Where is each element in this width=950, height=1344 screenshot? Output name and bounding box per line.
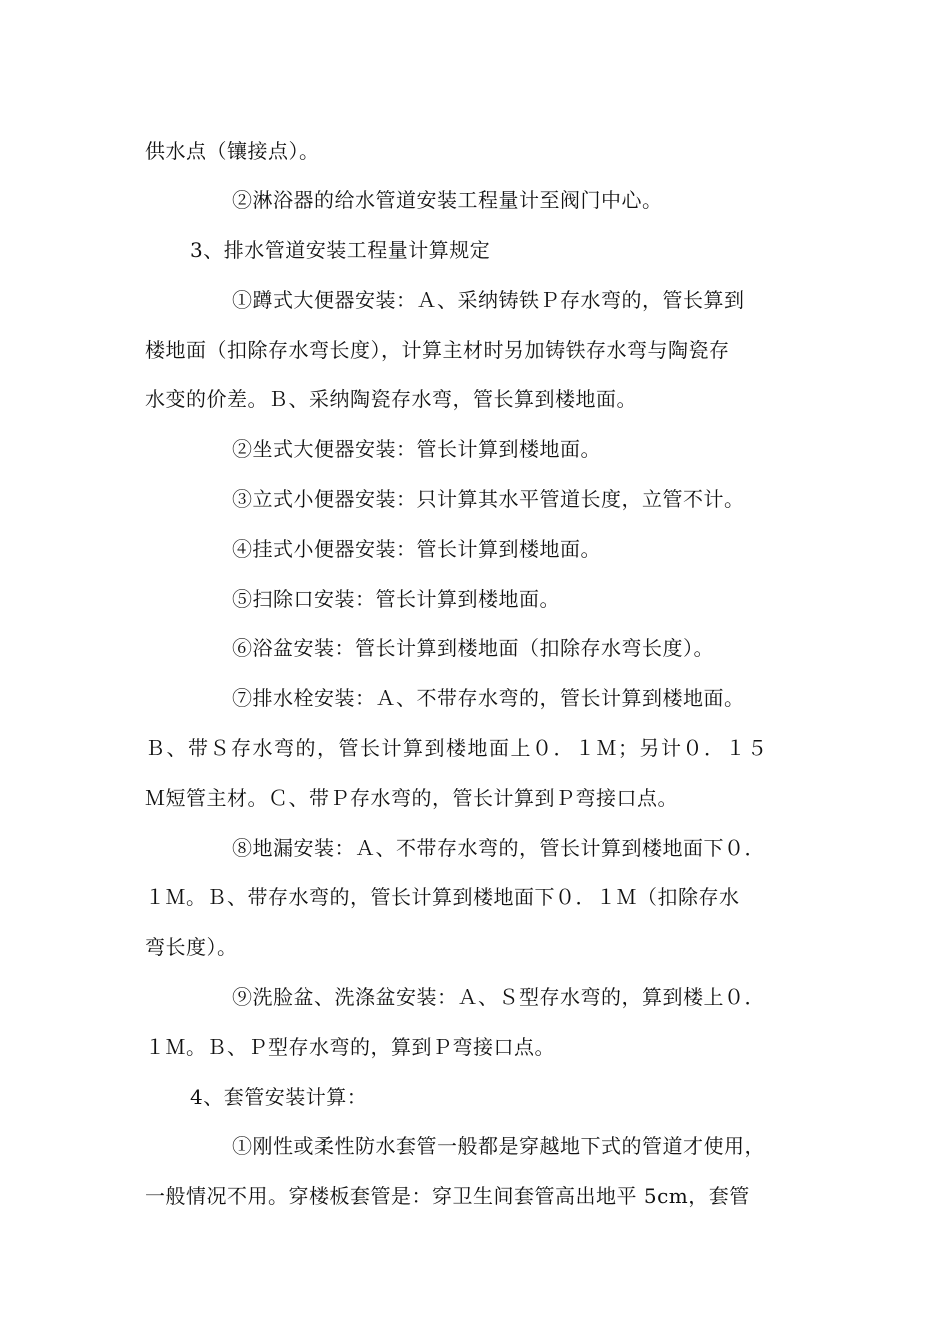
text-line: ①刚性或柔性防水套管一般都是穿越地下式的管道才使用， — [232, 1134, 765, 1158]
text-line: Ｍ短管主材。Ｃ、带Ｐ存水弯的，管长计算到Ｐ弯接口点。 — [145, 786, 678, 810]
text-line: ⑦排水栓安装：Ａ、不带存水弯的，管长计算到楼地面。 — [232, 686, 745, 710]
text-line: １Ｍ。Ｂ、带存水弯的，管长计算到楼地面下０．１Ｍ（扣除存水 — [145, 885, 740, 909]
text-line: ④挂式小便器安装：管长计算到楼地面。 — [232, 537, 601, 561]
text-line: Ｂ、带Ｓ存水弯的，管长计算到楼地面上０．１Ｍ；另计０．１５ — [145, 736, 769, 760]
text-line: 楼地面（扣除存水弯长度），计算主材时另加铸铁存水弯与陶瓷存 — [145, 338, 730, 362]
text-line: ③立式小便器安装：只计算其水平管道长度，立管不计。 — [232, 487, 745, 511]
section-heading: 3、排水管道安装工程量计算规定 — [190, 238, 491, 262]
text-line: １Ｍ。Ｂ、Ｐ型存水弯的，算到Ｐ弯接口点。 — [145, 1035, 555, 1059]
text-line: ②坐式大便器安装：管长计算到楼地面。 — [232, 437, 601, 461]
text-line: 一般情况不用。穿楼板套管是：穿卫生间套管高出地平 5cm，套管 — [145, 1184, 750, 1208]
text-line: ⑥浴盆安装：管长计算到楼地面（扣除存水弯长度）。 — [232, 636, 714, 660]
text-line: ①蹲式大便器安装：Ａ、采纳铸铁Ｐ存水弯的，管长算到 — [232, 288, 745, 312]
text-line: ⑧地漏安装：Ａ、不带存水弯的，管长计算到楼地面下０． — [232, 836, 765, 860]
text-line: 弯长度）。 — [145, 935, 238, 959]
section-heading: 4、套管安装计算： — [190, 1085, 368, 1109]
text-line: ②淋浴器的给水管道安装工程量计至阀门中心。 — [232, 188, 663, 212]
text-line: ⑤扫除口安装：管长计算到楼地面。 — [232, 587, 560, 611]
text-line: ⑨洗脸盆、洗涤盆安装：Ａ、Ｓ型存水弯的，算到楼上０． — [232, 985, 765, 1009]
text-line: 供水点（镶接点）。 — [145, 139, 320, 163]
text-line: 水变的价差。Ｂ、采纳陶瓷存水弯，管长算到楼地面。 — [145, 387, 637, 411]
